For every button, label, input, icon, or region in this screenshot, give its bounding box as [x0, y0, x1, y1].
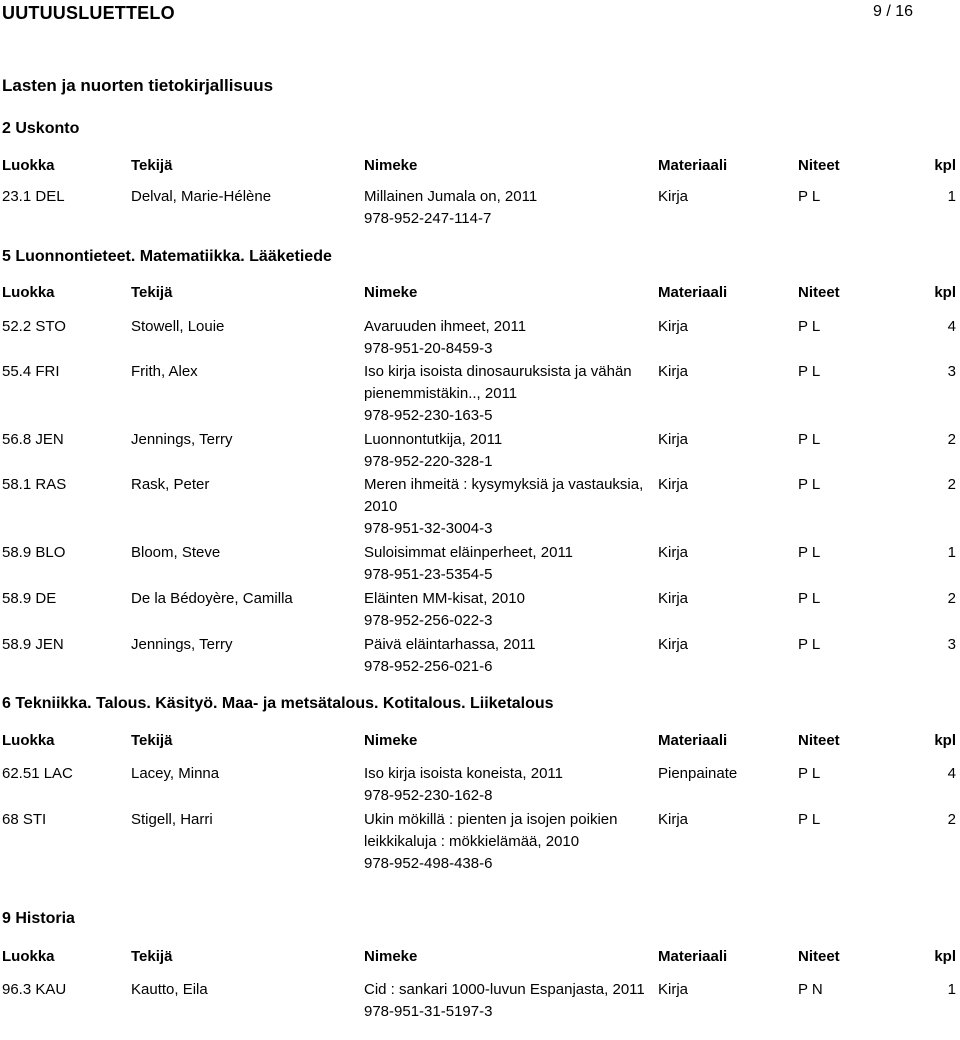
- col-header-nimeke: Nimeke: [364, 948, 418, 965]
- category-heading: Lasten ja nuorten tietokirjallisuus: [2, 76, 274, 95]
- cell-materiaali: Kirja: [658, 363, 689, 380]
- cell-tekija: Delval, Marie-Hélène: [131, 188, 272, 205]
- section-heading: 5 Luonnontieteet. Matematiikka. Lääketiede: [2, 248, 332, 265]
- cell-tekija: Jennings, Terry: [131, 636, 233, 653]
- cell-materiaali: Kirja: [658, 636, 689, 653]
- cell-materiaali: Kirja: [658, 590, 689, 607]
- cell-tekija: Bloom, Steve: [131, 544, 221, 561]
- title-text: Millainen Jumala on, 2011: [364, 188, 538, 205]
- isbn-text: 978-951-23-5354-5: [364, 566, 493, 583]
- col-header-tekija: Tekijä: [131, 284, 173, 301]
- title-text: Luonnontutkija, 2011: [364, 431, 503, 448]
- cell-luokka: 68 STI: [2, 811, 47, 828]
- cell-niteet: P L: [798, 188, 821, 205]
- title-text: Eläinten MM-kisat, 2010: [364, 590, 525, 607]
- cell-niteet: P L: [798, 318, 821, 335]
- cell-kpl: 1: [947, 544, 956, 561]
- isbn-text: 978-952-230-162-8: [364, 787, 493, 804]
- cell-nimeke: [364, 186, 654, 230]
- cell-luokka: 62.51 LAC: [2, 765, 73, 782]
- cell-niteet: P L: [798, 431, 821, 448]
- col-header-niteet: Niteet: [798, 948, 840, 965]
- cell-niteet: P L: [798, 363, 821, 380]
- cell-luokka: 58.9 BLO: [2, 544, 66, 561]
- cell-materiaali: Kirja: [658, 476, 689, 493]
- isbn-text: 978-952-256-021-6: [364, 658, 493, 675]
- isbn-text: 978-951-31-5197-3: [364, 1003, 493, 1020]
- col-header-luokka: Luokka: [2, 732, 55, 749]
- col-header-luokka: Luokka: [2, 157, 55, 174]
- cell-niteet: P L: [798, 476, 821, 493]
- cell-luokka: 23.1 DEL: [2, 188, 65, 205]
- cell-kpl: 1: [947, 188, 956, 205]
- cell-luokka: 52.2 STO: [2, 318, 66, 335]
- cell-tekija: Kautto, Eila: [131, 981, 208, 998]
- cell-tekija: Jennings, Terry: [131, 431, 233, 448]
- cell-nimeke: [364, 809, 654, 875]
- title-text: Iso kirja isoista dinosauruksista ja vähän pienemmistäkin.., 2011: [364, 363, 632, 402]
- cell-niteet: P L: [798, 544, 821, 561]
- cell-niteet: P L: [798, 590, 821, 607]
- isbn-text: 978-952-498-438-6: [364, 855, 493, 872]
- title-text: Cid : sankari 1000-luvun Espanjasta, 2011: [364, 981, 645, 998]
- cell-luokka: 58.9 DE: [2, 590, 57, 607]
- cell-tekija: Stigell, Harri: [131, 811, 213, 828]
- section-heading: 6 Tekniikka. Talous. Käsityö. Maa- ja metsätalous. Kotitalous. Liiketalous: [2, 695, 554, 712]
- isbn-text: 978-952-220-328-1: [364, 453, 493, 470]
- cell-luokka: 55.4 FRI: [2, 363, 60, 380]
- col-header-materiaali: Materiaali: [658, 157, 728, 174]
- cell-nimeke: [364, 763, 654, 807]
- col-header-niteet: Niteet: [798, 284, 840, 301]
- title-text: Suloisimmat eläinperheet, 2011: [364, 544, 574, 561]
- col-header-tekija: Tekijä: [131, 732, 173, 749]
- col-header-niteet: Niteet: [798, 732, 840, 749]
- col-header-materiaali: Materiaali: [658, 284, 728, 301]
- section-heading: 9 Historia: [2, 910, 75, 927]
- isbn-text: 978-952-230-163-5: [364, 407, 493, 424]
- isbn-text: 978-952-256-022-3: [364, 612, 493, 629]
- col-header-niteet: Niteet: [798, 157, 840, 174]
- cell-nimeke: [364, 634, 654, 678]
- cell-niteet: P L: [798, 811, 821, 828]
- col-header-nimeke: Nimeke: [364, 284, 418, 301]
- cell-kpl: 3: [947, 636, 956, 653]
- cell-kpl: 3: [947, 363, 956, 380]
- cell-kpl: 2: [947, 590, 956, 607]
- section-heading: 2 Uskonto: [2, 120, 80, 137]
- cell-luokka: 58.9 JEN: [2, 636, 64, 653]
- cell-materiaali: Kirja: [658, 318, 689, 335]
- cell-nimeke: [364, 979, 654, 1023]
- cell-niteet: P L: [798, 765, 821, 782]
- col-header-kpl: kpl: [934, 157, 956, 174]
- cell-nimeke: [364, 429, 654, 473]
- col-header-kpl: kpl: [934, 284, 956, 301]
- cell-kpl: 2: [947, 811, 956, 828]
- cell-nimeke: [364, 588, 654, 632]
- col-header-luokka: Luokka: [2, 948, 55, 965]
- cell-materiaali: Pienpainate: [658, 765, 738, 782]
- cell-luokka: 56.8 JEN: [2, 431, 64, 448]
- col-header-luokka: Luokka: [2, 284, 55, 301]
- cell-tekija: Rask, Peter: [131, 476, 210, 493]
- page-title: UUTUUSLUETTELO: [2, 3, 175, 23]
- col-header-tekija: Tekijä: [131, 157, 173, 174]
- cell-luokka: 58.1 RAS: [2, 476, 67, 493]
- isbn-text: 978-952-247-114-7: [364, 210, 492, 227]
- cell-kpl: 4: [947, 318, 956, 335]
- cell-niteet: P L: [798, 636, 821, 653]
- col-header-kpl: kpl: [934, 732, 956, 749]
- col-header-tekija: Tekijä: [131, 948, 173, 965]
- col-header-nimeke: Nimeke: [364, 157, 418, 174]
- page-number: 9 / 16: [873, 3, 914, 20]
- title-text: Iso kirja isoista koneista, 2011: [364, 765, 563, 782]
- cell-tekija: De la Bédoyère, Camilla: [131, 590, 293, 607]
- cell-nimeke: [364, 316, 654, 360]
- title-text: Päivä eläintarhassa, 2011: [364, 636, 536, 653]
- col-header-nimeke: Nimeke: [364, 732, 418, 749]
- col-header-kpl: kpl: [934, 948, 956, 965]
- title-text: Ukin mökillä : pienten ja isojen poikien leikkikaluja : mökkielämää, 2010: [364, 811, 618, 850]
- cell-materiaali: Kirja: [658, 188, 689, 205]
- cell-materiaali: Kirja: [658, 981, 689, 998]
- col-header-materiaali: Materiaali: [658, 948, 728, 965]
- isbn-text: 978-951-20-8459-3: [364, 340, 493, 357]
- cell-nimeke: [364, 474, 654, 540]
- title-text: Avaruuden ihmeet, 2011: [364, 318, 527, 335]
- cell-kpl: 4: [947, 765, 956, 782]
- cell-materiaali: Kirja: [658, 811, 689, 828]
- cell-kpl: 2: [947, 431, 956, 448]
- col-header-materiaali: Materiaali: [658, 732, 728, 749]
- cell-luokka: 96.3 KAU: [2, 981, 67, 998]
- cell-materiaali: Kirja: [658, 431, 689, 448]
- cell-nimeke: [364, 542, 654, 586]
- cell-niteet: P N: [798, 981, 823, 998]
- isbn-text: 978-951-32-3004-3: [364, 520, 493, 537]
- cell-kpl: 1: [947, 981, 956, 998]
- cell-materiaali: Kirja: [658, 544, 689, 561]
- title-text: Meren ihmeitä : kysymyksiä ja vastauksia, 2010: [364, 476, 644, 515]
- cell-tekija: Lacey, Minna: [131, 765, 220, 782]
- cell-nimeke: [364, 361, 654, 427]
- cell-kpl: 2: [947, 476, 956, 493]
- cell-tekija: Frith, Alex: [131, 363, 198, 380]
- cell-tekija: Stowell, Louie: [131, 318, 225, 335]
